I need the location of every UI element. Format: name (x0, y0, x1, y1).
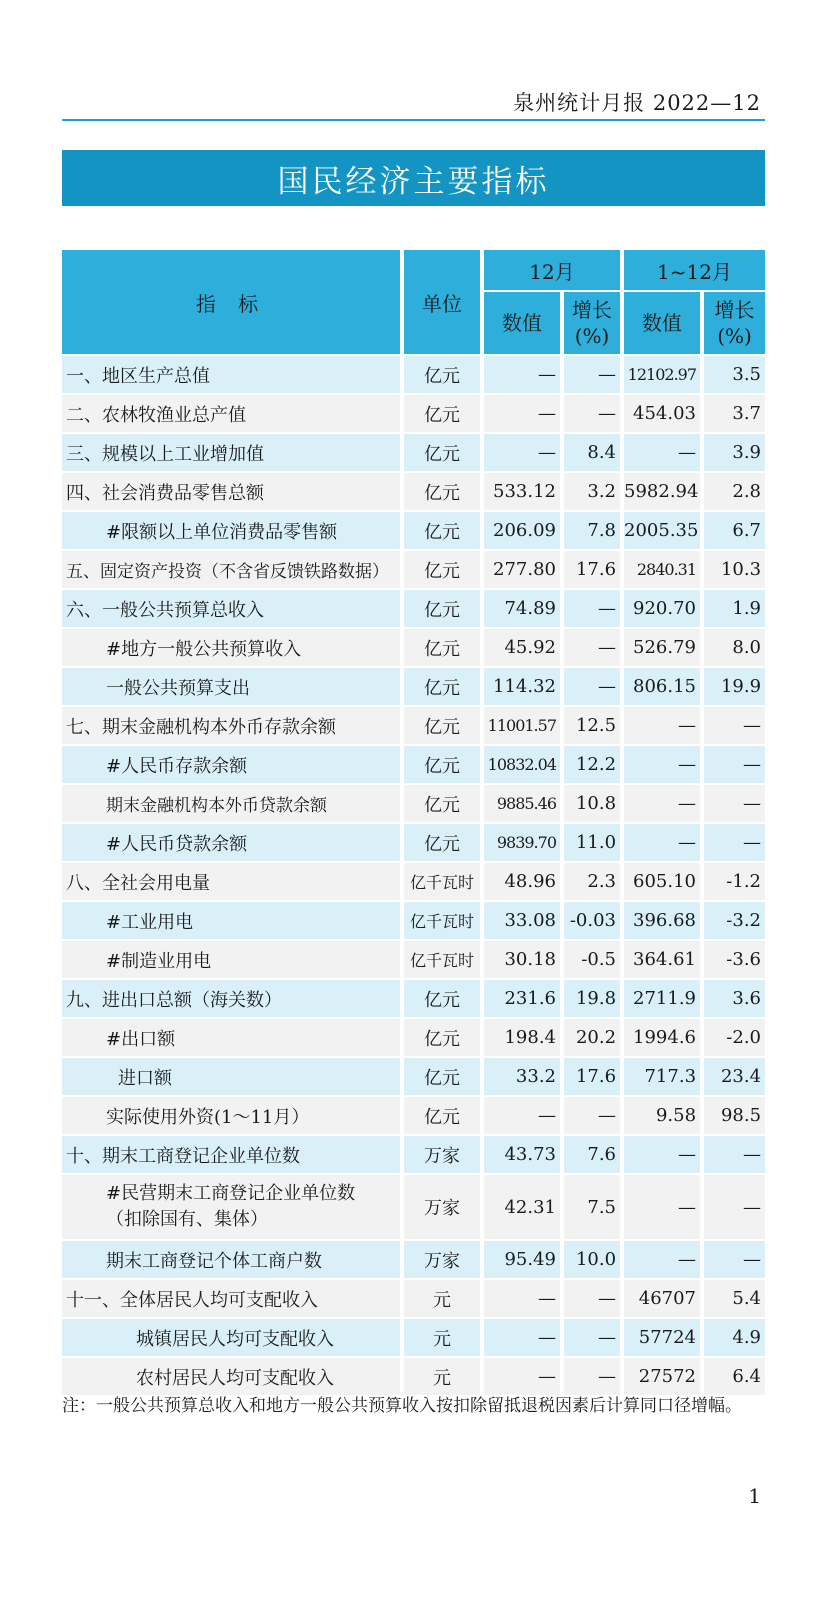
row-unit: 亿元 (404, 980, 480, 1017)
row-month-growth: — (564, 1358, 620, 1395)
row-ytd-growth: 10.3 (704, 551, 765, 588)
row-ytd-growth: — (704, 824, 765, 861)
row-month-value: 533.12 (484, 473, 560, 510)
row-name: 六、一般公共预算总收入 (62, 590, 400, 627)
row-month-value: — (484, 1097, 560, 1134)
row-month-growth: — (564, 1280, 620, 1317)
row-month-growth: 2.3 (564, 863, 620, 900)
row-name-line1: #民营期末工商登记企业单位数 (106, 1183, 356, 1204)
table-row (62, 707, 765, 744)
row-name: 进口额 (62, 1058, 400, 1095)
row-ytd-value: 12102.97 (624, 356, 700, 393)
row-name: 三、规模以上工业增加值 (62, 434, 400, 471)
row-ytd-value: 920.70 (624, 590, 700, 627)
table-row (62, 863, 765, 900)
row-unit: 亿元 (404, 434, 480, 471)
row-month-growth: 7.8 (564, 512, 620, 549)
row-ytd-value: 364.61 (624, 941, 700, 978)
row-name: 九、进出口总额（海关数） (62, 980, 400, 1017)
row-name: 八、全社会用电量 (62, 863, 400, 900)
row-ytd-value: 2711.9 (624, 980, 700, 1017)
row-name: 十一、全体居民人均可支配收入 (62, 1280, 400, 1317)
row-name: 实际使用外资(1～11月） (62, 1097, 400, 1134)
row-unit: 亿千瓦时 (404, 941, 480, 978)
row-ytd-growth: 6.4 (704, 1358, 765, 1395)
row-ytd-value: — (624, 824, 700, 861)
row-unit: 亿千瓦时 (404, 863, 480, 900)
table-row (62, 1175, 765, 1239)
row-month-value: — (484, 434, 560, 471)
row-month-value: 206.09 (484, 512, 560, 549)
row-ytd-value: 396.68 (624, 902, 700, 939)
row-ytd-growth: -3.6 (704, 941, 765, 978)
row-ytd-value: 57724 (624, 1319, 700, 1356)
row-month-value: — (484, 395, 560, 432)
row-ytd-growth: 19.9 (704, 668, 765, 705)
row-unit: 亿元 (404, 473, 480, 510)
row-month-growth: 17.6 (564, 551, 620, 588)
row-name: 七、期末金融机构本外币存款余额 (62, 707, 400, 744)
table-row (62, 1319, 765, 1356)
row-month-value: 10832.04 (484, 746, 560, 783)
row-month-growth: 10.0 (564, 1241, 620, 1278)
row-month-growth: 7.6 (564, 1136, 620, 1173)
row-name: 期末工商登记个体工商户数 (62, 1241, 400, 1278)
row-month-value: — (484, 356, 560, 393)
row-month-growth: 11.0 (564, 824, 620, 861)
row-unit: 万家 (404, 1175, 480, 1239)
row-month-growth: 17.6 (564, 1058, 620, 1095)
col-header-month-value: 数值 (484, 292, 560, 354)
row-ytd-growth: — (704, 1241, 765, 1278)
row-name: 五、固定资产投资（不含省反馈铁路数据） (62, 551, 400, 588)
row-name: #人民币贷款余额 (62, 824, 400, 861)
row-month-value: 42.31 (484, 1175, 560, 1239)
row-month-value: 198.4 (484, 1019, 560, 1056)
row-ytd-value: 2840.31 (624, 551, 700, 588)
row-ytd-value: 605.10 (624, 863, 700, 900)
row-month-growth: 19.8 (564, 980, 620, 1017)
row-ytd-growth: 3.9 (704, 434, 765, 471)
row-ytd-value: — (624, 1241, 700, 1278)
row-name: 城镇居民人均可支配收入 (62, 1319, 400, 1356)
table-row (62, 551, 765, 588)
row-month-value: 11001.57 (484, 707, 560, 744)
row-name: #限额以上单位消费品零售额 (62, 512, 400, 549)
col-header-ytd: 1~12月 (624, 250, 765, 290)
table-row (62, 434, 765, 471)
row-unit: 亿元 (404, 1097, 480, 1134)
row-ytd-growth: — (704, 746, 765, 783)
row-ytd-growth: -1.2 (704, 863, 765, 900)
row-month-value: 95.49 (484, 1241, 560, 1278)
row-month-growth: -0.5 (564, 941, 620, 978)
row-unit: 万家 (404, 1136, 480, 1173)
row-month-growth: 12.2 (564, 746, 620, 783)
table-row (62, 395, 765, 432)
table-row (62, 473, 765, 510)
row-unit: 亿元 (404, 356, 480, 393)
row-name-line2: （扣除国有、集体） (106, 1209, 268, 1230)
row-unit: 元 (404, 1319, 480, 1356)
footnote: 注：一般公共预算总收入和地方一般公共预算收入按扣除留抵退税因素后计算同口径增幅。 (62, 1396, 742, 1416)
row-ytd-value: 454.03 (624, 395, 700, 432)
col-header-ytd-value: 数值 (624, 292, 700, 354)
row-ytd-value: 27572 (624, 1358, 700, 1395)
table-row (62, 512, 765, 549)
indicators-table (58, 248, 769, 1397)
row-month-value: 9885.46 (484, 785, 560, 822)
row-name: #人民币存款余额 (62, 746, 400, 783)
row-ytd-growth: 5.4 (704, 1280, 765, 1317)
row-name: 农村居民人均可支配收入 (62, 1358, 400, 1395)
row-month-growth: 8.4 (564, 434, 620, 471)
page-number: 1 (748, 1484, 761, 1508)
row-month-growth: 10.8 (564, 785, 620, 822)
row-unit: 亿元 (404, 824, 480, 861)
col-header-indicator: 指 标 (62, 250, 400, 354)
row-month-value: 9839.70 (484, 824, 560, 861)
row-name (62, 1175, 400, 1239)
row-ytd-growth: 6.7 (704, 512, 765, 549)
row-month-value: 114.32 (484, 668, 560, 705)
table-row (62, 1097, 765, 1134)
row-ytd-growth: — (704, 707, 765, 744)
row-month-growth: 12.5 (564, 707, 620, 744)
col-header-month: 12月 (484, 250, 620, 290)
row-unit: 亿元 (404, 512, 480, 549)
row-ytd-growth: 8.0 (704, 629, 765, 666)
row-unit: 亿元 (404, 395, 480, 432)
row-month-value: — (484, 1358, 560, 1395)
table-row (62, 1241, 765, 1278)
table-row (62, 824, 765, 861)
table-row (62, 629, 765, 666)
row-month-growth: — (564, 668, 620, 705)
row-name: #工业用电 (62, 902, 400, 939)
row-ytd-value: 717.3 (624, 1058, 700, 1095)
row-month-growth: — (564, 395, 620, 432)
row-month-growth: — (564, 629, 620, 666)
row-ytd-growth: 98.5 (704, 1097, 765, 1134)
row-ytd-value: — (624, 1175, 700, 1239)
header-divider (62, 119, 765, 121)
row-month-growth: 3.2 (564, 473, 620, 510)
row-ytd-value: 5982.94 (624, 473, 700, 510)
row-month-growth: — (564, 1319, 620, 1356)
row-ytd-growth: -2.0 (704, 1019, 765, 1056)
table-row (62, 1136, 765, 1173)
table-row (62, 902, 765, 939)
row-month-value: — (484, 1280, 560, 1317)
row-ytd-growth: 23.4 (704, 1058, 765, 1095)
row-name: 期末金融机构本外币贷款余额 (62, 785, 400, 822)
row-month-value: 45.92 (484, 629, 560, 666)
row-ytd-value: — (624, 746, 700, 783)
row-name: 二、农林牧渔业总产值 (62, 395, 400, 432)
row-ytd-growth: 1.9 (704, 590, 765, 627)
col-header-month-growth: 增长 (%) (564, 292, 620, 354)
row-unit: 亿元 (404, 551, 480, 588)
row-ytd-value: — (624, 707, 700, 744)
row-ytd-growth: 4.9 (704, 1319, 765, 1356)
row-unit: 亿元 (404, 746, 480, 783)
row-ytd-growth: — (704, 1175, 765, 1239)
row-month-growth: — (564, 1097, 620, 1134)
row-unit: 万家 (404, 1241, 480, 1278)
row-ytd-value: — (624, 434, 700, 471)
table-row (62, 590, 765, 627)
table-row (62, 1058, 765, 1095)
row-ytd-growth: 3.7 (704, 395, 765, 432)
table-row (62, 1280, 765, 1317)
row-unit: 亿元 (404, 629, 480, 666)
row-ytd-value: 9.58 (624, 1097, 700, 1134)
table-row (62, 980, 765, 1017)
row-ytd-value: 806.15 (624, 668, 700, 705)
row-month-value: 43.73 (484, 1136, 560, 1173)
table-row (62, 746, 765, 783)
row-name: #制造业用电 (62, 941, 400, 978)
row-month-value: 33.08 (484, 902, 560, 939)
row-unit: 亿元 (404, 1019, 480, 1056)
row-ytd-growth: -3.2 (704, 902, 765, 939)
row-month-growth: — (564, 356, 620, 393)
row-ytd-growth: — (704, 1136, 765, 1173)
table-row (62, 1019, 765, 1056)
row-unit: 亿千瓦时 (404, 902, 480, 939)
row-ytd-growth: 3.5 (704, 356, 765, 393)
col-header-ytd-growth: 增长 (%) (704, 292, 765, 354)
row-ytd-value: 2005.35 (624, 512, 700, 549)
row-month-value: 48.96 (484, 863, 560, 900)
section-banner: 国民经济主要指标 (62, 150, 765, 206)
row-name: 一、地区生产总值 (62, 356, 400, 393)
row-month-growth: 7.5 (564, 1175, 620, 1239)
col-header-unit: 单位 (404, 250, 480, 354)
row-ytd-growth: 2.8 (704, 473, 765, 510)
row-ytd-value: 46707 (624, 1280, 700, 1317)
row-name: 四、社会消费品零售总额 (62, 473, 400, 510)
row-ytd-value: — (624, 1136, 700, 1173)
row-month-growth: -0.03 (564, 902, 620, 939)
row-unit: 亿元 (404, 668, 480, 705)
row-unit: 亿元 (404, 707, 480, 744)
row-ytd-value: — (624, 785, 700, 822)
row-month-growth: — (564, 590, 620, 627)
report-header-title: 泉州统计月报 2022—12 (513, 91, 761, 115)
row-unit: 亿元 (404, 785, 480, 822)
row-month-value: 33.2 (484, 1058, 560, 1095)
table-row (62, 941, 765, 978)
row-month-value: 231.6 (484, 980, 560, 1017)
row-name: 一般公共预算支出 (62, 668, 400, 705)
row-ytd-growth: 3.6 (704, 980, 765, 1017)
table-row (62, 1358, 765, 1395)
row-ytd-value: 526.79 (624, 629, 700, 666)
row-ytd-growth: — (704, 785, 765, 822)
row-month-value: 30.18 (484, 941, 560, 978)
table-row (62, 785, 765, 822)
row-month-growth: 20.2 (564, 1019, 620, 1056)
row-name: #地方一般公共预算收入 (62, 629, 400, 666)
row-month-value: — (484, 1319, 560, 1356)
row-unit: 亿元 (404, 590, 480, 627)
row-name: 十、期末工商登记企业单位数 (62, 1136, 400, 1173)
row-unit: 元 (404, 1358, 480, 1395)
row-ytd-value: 1994.6 (624, 1019, 700, 1056)
row-name: #出口额 (62, 1019, 400, 1056)
row-unit: 元 (404, 1280, 480, 1317)
row-unit: 亿元 (404, 1058, 480, 1095)
row-month-value: 277.80 (484, 551, 560, 588)
table-row (62, 356, 765, 393)
row-month-value: 74.89 (484, 590, 560, 627)
table-row (62, 668, 765, 705)
